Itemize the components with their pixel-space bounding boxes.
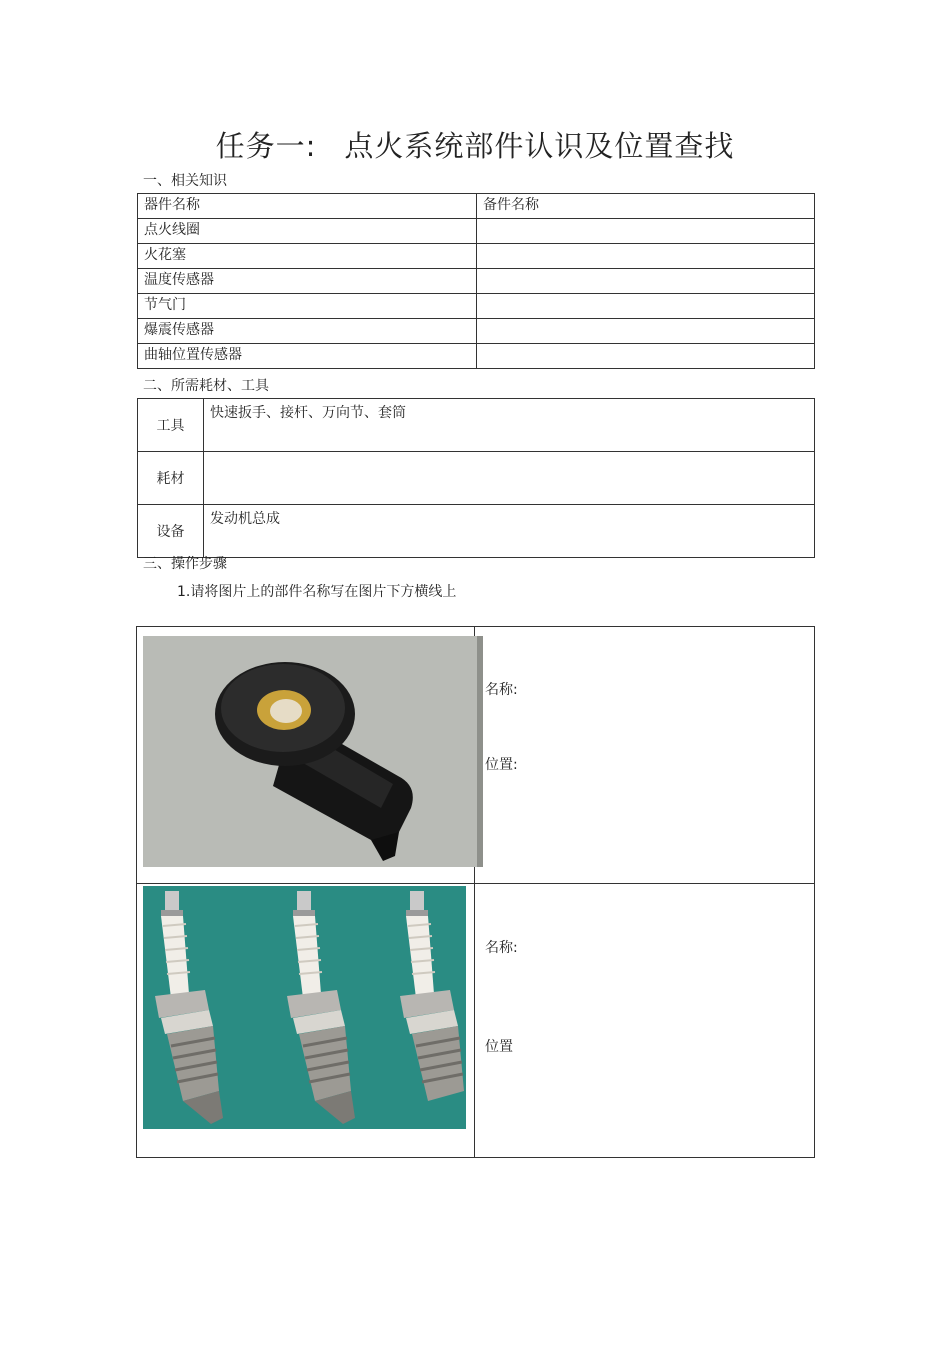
- image-cell: [137, 884, 475, 1158]
- table-row: [138, 344, 815, 369]
- equipment-value: 发动机总成: [204, 505, 815, 558]
- header-spare-name: 备件名称: [477, 194, 815, 219]
- tools-value: 快速扳手、接杆、万向节、套筒: [204, 399, 815, 452]
- section2-heading: 二、所需耗材、工具: [143, 378, 269, 394]
- spare-name-cell[interactable]: [477, 294, 815, 319]
- table-row: [138, 294, 815, 319]
- table-row: [138, 244, 815, 269]
- header-part-name: 器件名称: [138, 194, 477, 219]
- image-cell: [137, 627, 475, 884]
- spare-name-cell[interactable]: [477, 344, 815, 369]
- consumables-value[interactable]: [204, 452, 815, 505]
- table-header-row: [138, 194, 815, 219]
- table-row: [138, 505, 815, 558]
- spare-name-cell[interactable]: [477, 219, 815, 244]
- materials-table: [137, 398, 815, 558]
- spare-name-cell[interactable]: [477, 319, 815, 344]
- table-row: [138, 319, 815, 344]
- answer-cell[interactable]: [475, 627, 815, 884]
- part-name-cell: 曲轴位置传感器: [138, 344, 477, 369]
- part-name-cell: 点火线圈: [138, 219, 477, 244]
- title-subject: 点火系统部件认识及位置查找: [344, 129, 735, 163]
- knock-sensor-image: [143, 636, 483, 867]
- item1-name-label-text: 名称:: [485, 682, 518, 698]
- equipment-label: 设备: [138, 505, 204, 558]
- table-row: [138, 399, 815, 452]
- item1-position-label: 位置:: [485, 757, 518, 773]
- title-task: 任务一:: [215, 129, 317, 163]
- parts-table: [137, 193, 815, 369]
- table-row: [138, 219, 815, 244]
- section1-heading: 一、相关知识: [143, 173, 227, 189]
- section3-heading: 三、操作步骤: [143, 556, 227, 572]
- table-row: [138, 452, 815, 505]
- spark-plugs-image: [143, 886, 466, 1129]
- page-title: [0, 124, 950, 165]
- table-row: [137, 884, 815, 1158]
- step-instruction: 1.请将图片上的部件名称写在图片下方横线上: [177, 584, 457, 600]
- part-name-cell: 火花塞: [138, 244, 477, 269]
- spare-name-cell[interactable]: [477, 244, 815, 269]
- item2-position-label: 位置: [485, 1039, 513, 1055]
- part-name-cell: 温度传感器: [138, 269, 477, 294]
- table-row: [137, 627, 815, 884]
- item2-name-label: 名称:: [485, 940, 518, 956]
- spare-name-cell[interactable]: [477, 269, 815, 294]
- part-name-cell: 节气门: [138, 294, 477, 319]
- part-name-cell: 爆震传感器: [138, 319, 477, 344]
- answer-cell[interactable]: [475, 884, 815, 1158]
- consumables-label: 耗材: [138, 452, 204, 505]
- identification-table: [136, 626, 815, 1158]
- tools-label: 工具: [138, 399, 204, 452]
- table-row: [138, 269, 815, 294]
